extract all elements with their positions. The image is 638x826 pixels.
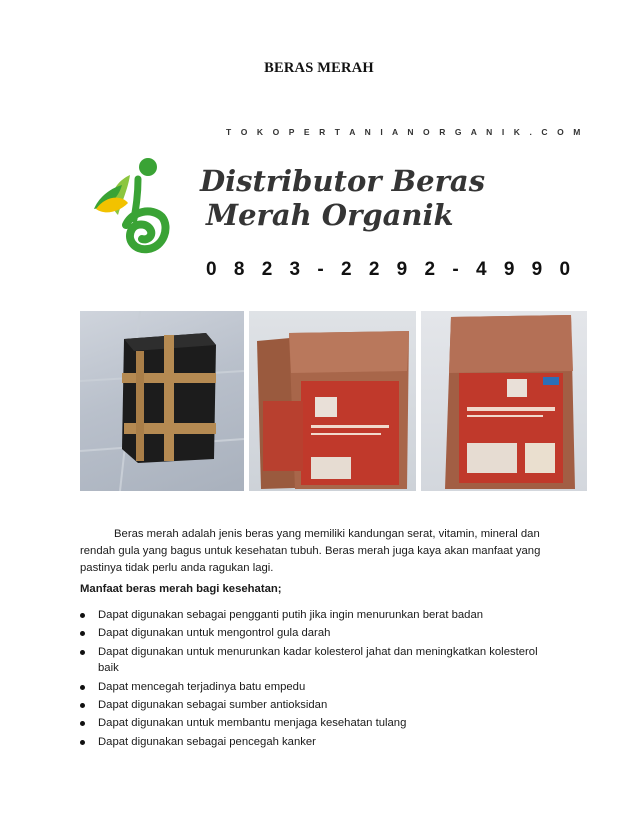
photo-product-bag-closeup [421, 311, 587, 491]
page-title: BERAS MERAH [264, 60, 374, 76]
list-item [80, 607, 560, 623]
bullet-icon [80, 650, 85, 655]
bullet-icon [80, 685, 85, 690]
intro-text: Beras merah adalah jenis beras yang memiliki kandungan serat, vitamin, mineral dan rendah gula yang bagus untuk kesehatan tubuh. Beras merah juga kaya akan manfaat yang pastinya tidak perlu anda ragukan lagi. [80, 528, 541, 574]
bullet-icon [80, 631, 85, 636]
list-item [80, 697, 560, 713]
list-item [80, 715, 560, 731]
bullet-icon [80, 613, 85, 618]
photo-package-box [80, 311, 244, 491]
benefit-text: Dapat digunakan untuk menurunkan kadar kolesterol jahat dan meningkatkan kolesterol baik [98, 645, 538, 675]
benefits-list [80, 607, 560, 752]
list-item [80, 734, 560, 750]
bullet-icon [80, 740, 85, 745]
banner-headline-line2: Merah Organik [206, 198, 454, 232]
benefit-text: Dapat digunakan untuk membantu menjaga kesehatan tulang [98, 717, 407, 730]
photo-product-bags [249, 311, 416, 491]
benefit-text: Dapat digunakan sebagai pengganti putih jika ingin menurunkan berat badan [98, 609, 484, 621]
bullet-icon [80, 703, 85, 708]
banner-headline-line1: Distributor Beras [200, 164, 486, 198]
list-item [80, 644, 560, 677]
benefit-text: Dapat mencegah terjadinya batu empedu [98, 680, 306, 693]
list-item [80, 679, 560, 695]
benefit-text: Dapat digunakan sebagai sumber antioksidan [98, 699, 328, 712]
bullet-icon [80, 721, 85, 726]
list-item [80, 625, 560, 641]
brand-logo [92, 155, 176, 255]
site-url: T O K O P E R T A N I A N O R G A N I K . C O M [226, 127, 584, 137]
benefits-heading: Manfaat beras merah bagi kesehatan; [80, 583, 282, 595]
benefit-text: Dapat digunakan sebagai pencegah kanker [98, 735, 316, 748]
intro-paragraph [80, 526, 562, 577]
phone-number: 0 8 2 3 - 2 2 9 2 - 4 9 9 0 [206, 259, 577, 280]
benefit-text: Dapat digunakan untuk mengontrol gula darah [98, 627, 331, 640]
